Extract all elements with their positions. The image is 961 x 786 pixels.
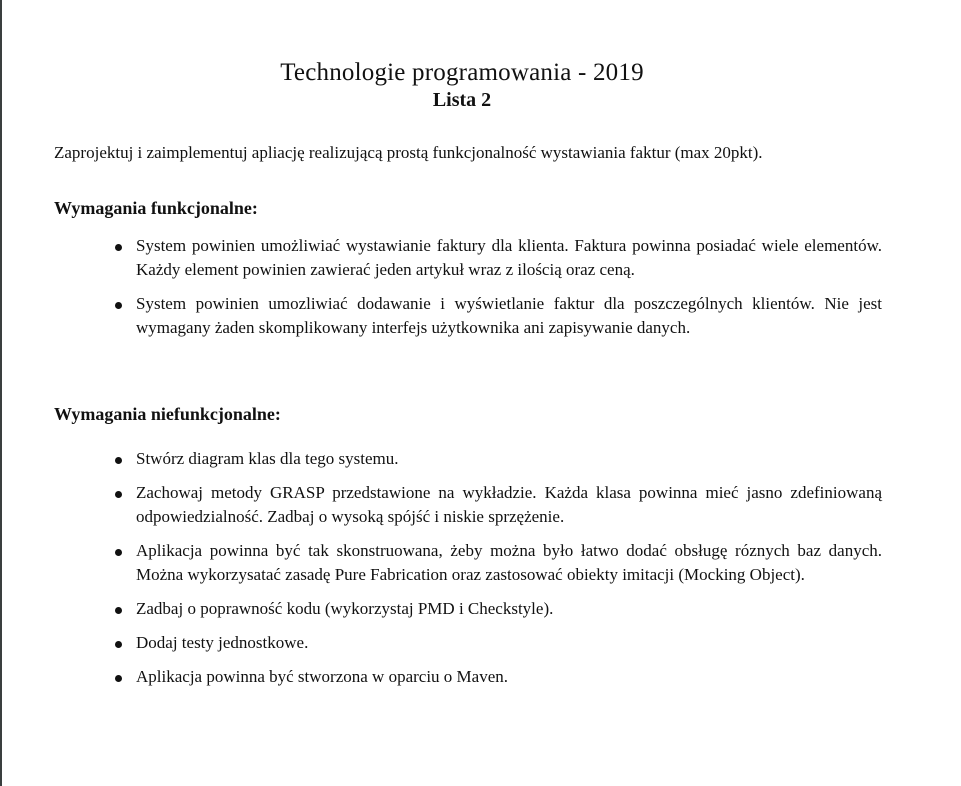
list-item	[136, 481, 882, 529]
intro-paragraph: Zaprojektuj i zaimplementuj apliację realizującą prostą funkcjonalność wystawiania faktur (max 20pkt).	[54, 143, 763, 162]
bullet-icon	[115, 549, 122, 556]
list-item-text: Dodaj testy jednostkowe.	[136, 633, 309, 652]
list-item	[136, 665, 882, 689]
list-item-text: Aplikacja powinna być stworzona w oparciu o Maven.	[136, 667, 508, 686]
list-item	[136, 539, 882, 587]
bullet-icon	[115, 457, 122, 464]
list-item-text: Zachowaj metody GRASP przedstawione na wykładzie. Każda klasa powinna mieć jasno zdefiniowaną odpowiedzialność. Zadbaj o wysoką spójść i niskie sprzężenie.	[136, 483, 882, 526]
document-title: Technologie programowania - 2019	[280, 59, 644, 86]
list-item-text: System powinien umożliwiać wystawianie faktury dla klienta. Faktura powinna posiadać wiele elementów. Każdy element powinien zawierać jeden artykuł wraz z ilością oraz ceną.	[136, 236, 882, 279]
list-item-text: System powinien umozliwiać dodawanie i wyświetlanie faktur dla poszczególnych klientów. Nie jest wymagany żaden skomplikowany interfejs użytkownika ani zapisywanie danych.	[136, 294, 882, 337]
nonfunctional-requirements-list	[136, 447, 882, 699]
list-item	[136, 597, 882, 621]
section-heading-nonfunctional: Wymagania niefunkcjonalne:	[54, 404, 281, 424]
list-item	[136, 234, 882, 282]
list-item	[136, 447, 882, 471]
list-item	[136, 292, 882, 340]
bullet-icon	[115, 675, 122, 682]
bullet-icon	[115, 244, 122, 251]
bullet-icon	[115, 607, 122, 614]
bullet-icon	[115, 641, 122, 648]
list-item-text: Zadbaj o poprawność kodu (wykorzystaj PMD i Checkstyle).	[136, 599, 554, 618]
section-heading-functional: Wymagania funkcjonalne:	[54, 198, 258, 218]
functional-requirements-list	[136, 234, 882, 350]
window-left-border	[0, 0, 2, 786]
list-item-text: Stwórz diagram klas dla tego systemu.	[136, 449, 399, 468]
list-item	[136, 631, 882, 655]
document-subtitle: Lista 2	[432, 89, 492, 111]
list-item-text: Aplikacja powinna być tak skonstruowana, żeby można było łatwo dodać obsługę róznych baz danych. Można wykorzysatać zasadę Pure Fabrication oraz zastosować obiekty imitacji (Mocking Object).	[136, 541, 882, 584]
bullet-icon	[115, 491, 122, 498]
bullet-icon	[115, 302, 122, 309]
